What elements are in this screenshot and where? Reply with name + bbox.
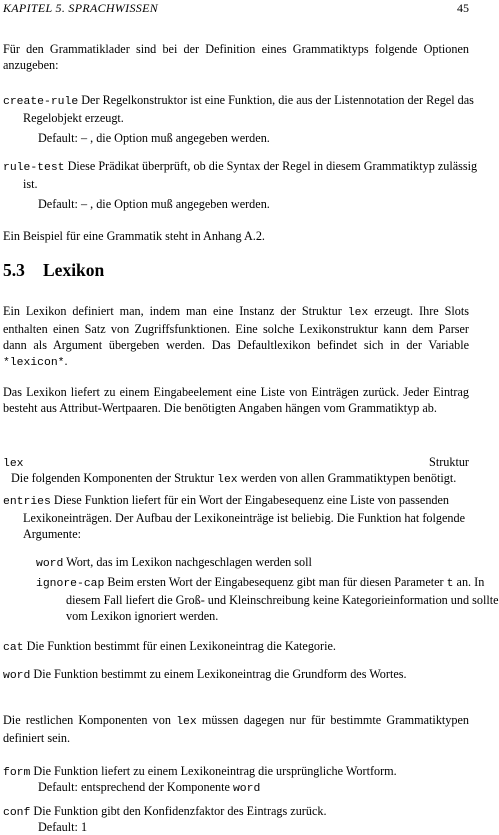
component-name: conf — [3, 807, 31, 819]
component-description: Diese Funktion liefert für ein Wort der Eingabesequenz eine Liste von passenden Lexikoneinträgen. Der Aufbau der Lexikoneinträge ist beliebig. Die Funktion hat folgende Argumente: — [23, 493, 466, 541]
option-default: Default: – , die Option muß angegeben werden. — [38, 131, 270, 145]
lex-kind: Struktur — [429, 455, 469, 469]
argument-description: an. In diesem Fall liefert die Groß- und Kleinschreibung keine Kategorieinformation und sollte vom Lexikon ignoriert werden. — [66, 575, 499, 623]
argument-ignore-cap — [36, 574, 499, 624]
component-description: Die Funktion bestimmt für einen Lexikoneintrag die Kategorie. — [23, 639, 336, 653]
code-word: word — [232, 783, 261, 795]
argument-word — [36, 554, 469, 572]
text-run: . — [64, 354, 68, 368]
section-heading — [3, 262, 104, 278]
argument-name: ignore-cap — [36, 578, 105, 590]
intro-paragraph: Für den Grammatiklader sind bei der Definition eines Grammatiktyps folgende Optionen anzugeben: — [3, 42, 469, 72]
option-name: create-rule — [3, 96, 79, 108]
example-paragraph: Ein Beispiel für eine Grammatik steht in Anhang A.2. — [3, 229, 265, 243]
lexikon-paragraph — [3, 303, 469, 371]
option-rule-test — [3, 158, 489, 192]
page-number: 45 — [457, 1, 469, 15]
component-name: cat — [3, 642, 24, 654]
code-lex: lex — [217, 474, 238, 486]
component-cat — [3, 638, 489, 656]
running-title: KAPITEL 5. SPRACHWISSEN — [3, 1, 159, 15]
text-run: werden von allen Grammatiktypen benötigt. — [237, 471, 457, 485]
text-run: erzeugt. Ihre Slots enthalten einen Satz von Zugriffsfunktionen. Eine solche Lexikonstruktur kann dem Parser dann als Argument übergeben werden. Das Defaultlexikon befindet sich in der Variable — [3, 304, 469, 352]
lex-name: lex — [3, 458, 24, 470]
code-t: t — [446, 578, 454, 590]
rest-paragraph — [3, 712, 469, 746]
component-description: Die Funktion gibt den Konfidenzfaktor des Eintrags zurück. — [30, 804, 327, 818]
conf-default: Default: 1 — [38, 820, 88, 834]
option-default: Default: – , die Option muß angegeben werden. — [38, 197, 270, 211]
component-name: entries — [3, 496, 51, 508]
option-create-rule — [3, 92, 489, 126]
argument-name: word — [36, 558, 64, 570]
default-text: Default: entsprechend der Komponente — [38, 780, 233, 794]
code-lex: lex — [176, 716, 197, 728]
form-default — [38, 779, 468, 797]
option-name: rule-test — [3, 162, 65, 174]
component-name: word — [3, 670, 31, 682]
option-description: Der Regelkonstruktor ist eine Funktion, die aus der Listennotation der Regel das Regelobjekt erzeugt. — [23, 93, 474, 125]
component-name: form — [3, 767, 31, 779]
component-word — [3, 666, 489, 684]
section-title: Lexikon — [43, 260, 105, 280]
code-lexicon-variable: *lexicon* — [3, 357, 65, 369]
running-header — [3, 0, 469, 16]
component-description: Die Funktion bestimmt zu einem Lexikoneintrag die Grundform des Wortes. — [30, 667, 407, 681]
option-description: Diese Prädikat überprüft, ob die Syntax der Regel in diesem Grammatiktyp zulässig ist. — [23, 159, 478, 191]
code-lex: lex — [347, 307, 369, 319]
section-number: 5.3 — [3, 260, 25, 280]
entries-paragraph: Das Lexikon liefert zu einem Eingabeelement eine Liste von Einträgen zurück. Jeder Eintrag besteht aus Attribut-Wertpaaren. Die benötigten Angaben hängen vom Grammatiktyp ab. — [3, 385, 469, 415]
lex-description — [3, 470, 469, 488]
text-run: Die restlichen Komponenten von — [3, 713, 177, 727]
text-run: müssen dagegen nur für bestimmte Grammatiktypen definiert sein. — [3, 713, 469, 745]
argument-description: Wort, das im Lexikon nachgeschlagen werden soll — [63, 555, 312, 569]
component-description: Die Funktion liefert zu einem Lexikoneintrag die ursprüngliche Wortform. — [30, 764, 397, 778]
argument-description: Beim ersten Wort der Eingabesequenz gibt man für diesen Parameter — [104, 575, 447, 589]
text-run: Die folgenden Komponenten der Struktur — [11, 471, 218, 485]
component-entries — [3, 492, 489, 542]
text-run: Ein Lexikon definiert man, indem man eine Instanz der Struktur — [3, 304, 348, 318]
